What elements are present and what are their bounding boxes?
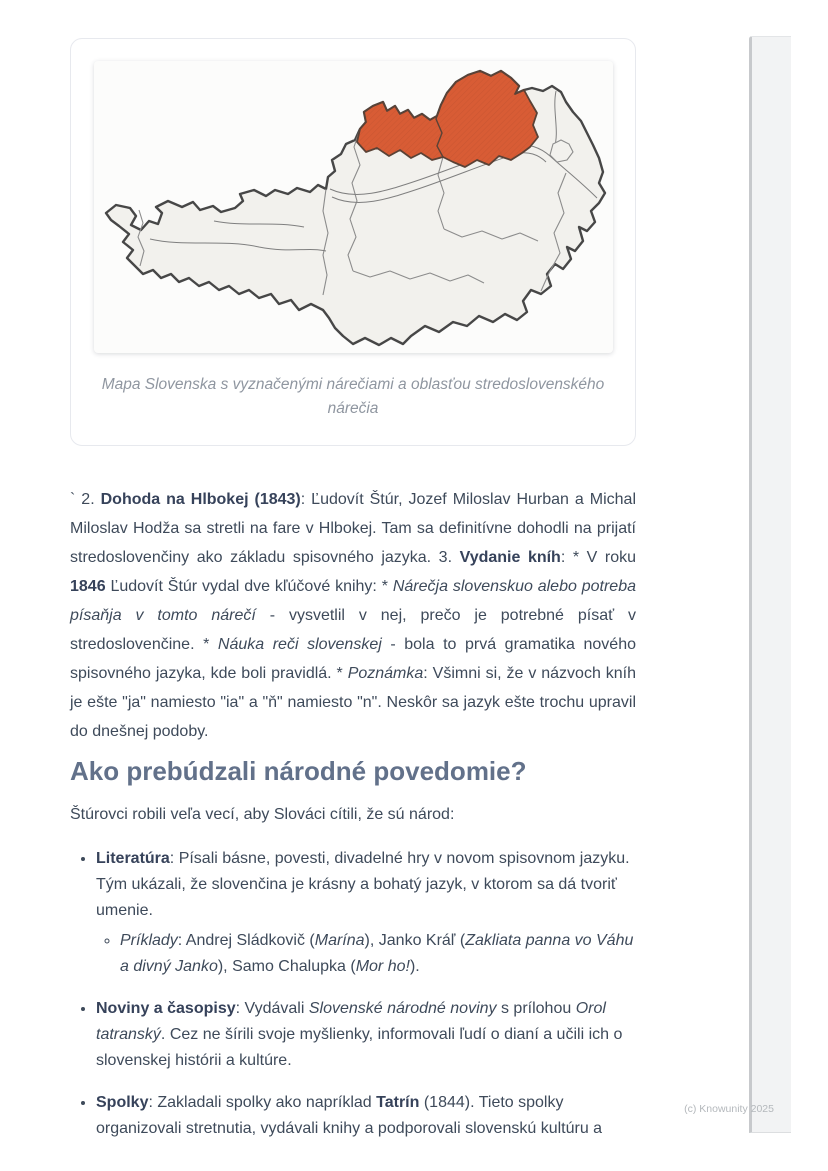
intro-paragraph: Štúrovci robili veľa vecí, aby Slováci cítili, že sú národ: xyxy=(70,806,455,823)
list-item-noviny xyxy=(96,996,636,1074)
map-panel xyxy=(94,61,613,353)
list-item-text: Noviny a časopisy: Vydávali Slovenské národné noviny s prílohou Orol tatranský. Cez ne šírili svoje myšlienky, informovali ľudí o dianí a učili ich o slovenskej histórii a kultúre. xyxy=(96,1000,623,1069)
highlighted-region xyxy=(357,71,538,167)
copyright-notice: (c) Knowunity 2025 xyxy=(684,1103,774,1115)
section-heading: Ako prebúdzali národné povedomie? xyxy=(70,756,527,786)
figure-caption: Mapa Slovenska s vyznačenými nárečiami a oblasťou stredoslovenského nárečia xyxy=(101,376,605,417)
austria-map-svg xyxy=(94,61,613,353)
sub-bullet-list xyxy=(96,928,636,980)
paragraph-dohoda-hlbokej: ` 2. Dohoda na Hlbokej (1843): Ľudovít Štúr, Jozef Miloslav Hurban a Michal Miloslav Hodža sa stretli na fare v Hlbokej. Tam sa definitívne dohodli na prijatí stredoslovenčiny ako základu spisovného jazyka. 3. Vydanie kníh: * V roku 1846 Ľudovít Štúr vydal dve kľúčové knihy: * Nárečja slovenskuo alebo potreba písaňja v tomto nárečí - vysvetlil v nej, prečo je potrebné písať v stredoslovenčine. * Náuka reči slovenskej - bola to prvá gramatika nového spisovného jazyka, kde boli pravidlá. * Poznámka: Všimni si, že v názvoch kníh je ešte "ja" namiesto "ia" a "ň" namiesto "n". Neskôr sa jazyk ešte trochu upravil do dnešnej podoby. xyxy=(70,491,637,740)
list-item-spolky xyxy=(96,1090,636,1142)
right-page-edge xyxy=(749,36,791,1133)
list-item-priklady xyxy=(120,928,636,980)
list-item-literatura xyxy=(96,846,636,980)
figure-card xyxy=(70,38,636,446)
list-item-text: Literatúra: Písali básne, povesti, divadelné hry v novom spisovnom jazyku. Tým ukázali, že slovenčina je krásny a bohatý jazyk, v ktorom sa dá tvoriť umenie. xyxy=(96,850,630,919)
bullet-list xyxy=(70,846,636,1142)
list-item-text: Spolky: Zakladali spolky ako napríklad Tatrín (1844). Tieto spolky organizovali stretnutia, vydávali knihy a podporovali slovenskú kultúru a xyxy=(96,1094,603,1137)
sub-list-item-text: Príklady: Andrej Sládkovič (Marína), Janko Kráľ (Zakliata panna vo Váhu a divný Janko), Samo Chalupka (Mor ho!). xyxy=(120,932,634,975)
main-column xyxy=(70,38,636,1158)
